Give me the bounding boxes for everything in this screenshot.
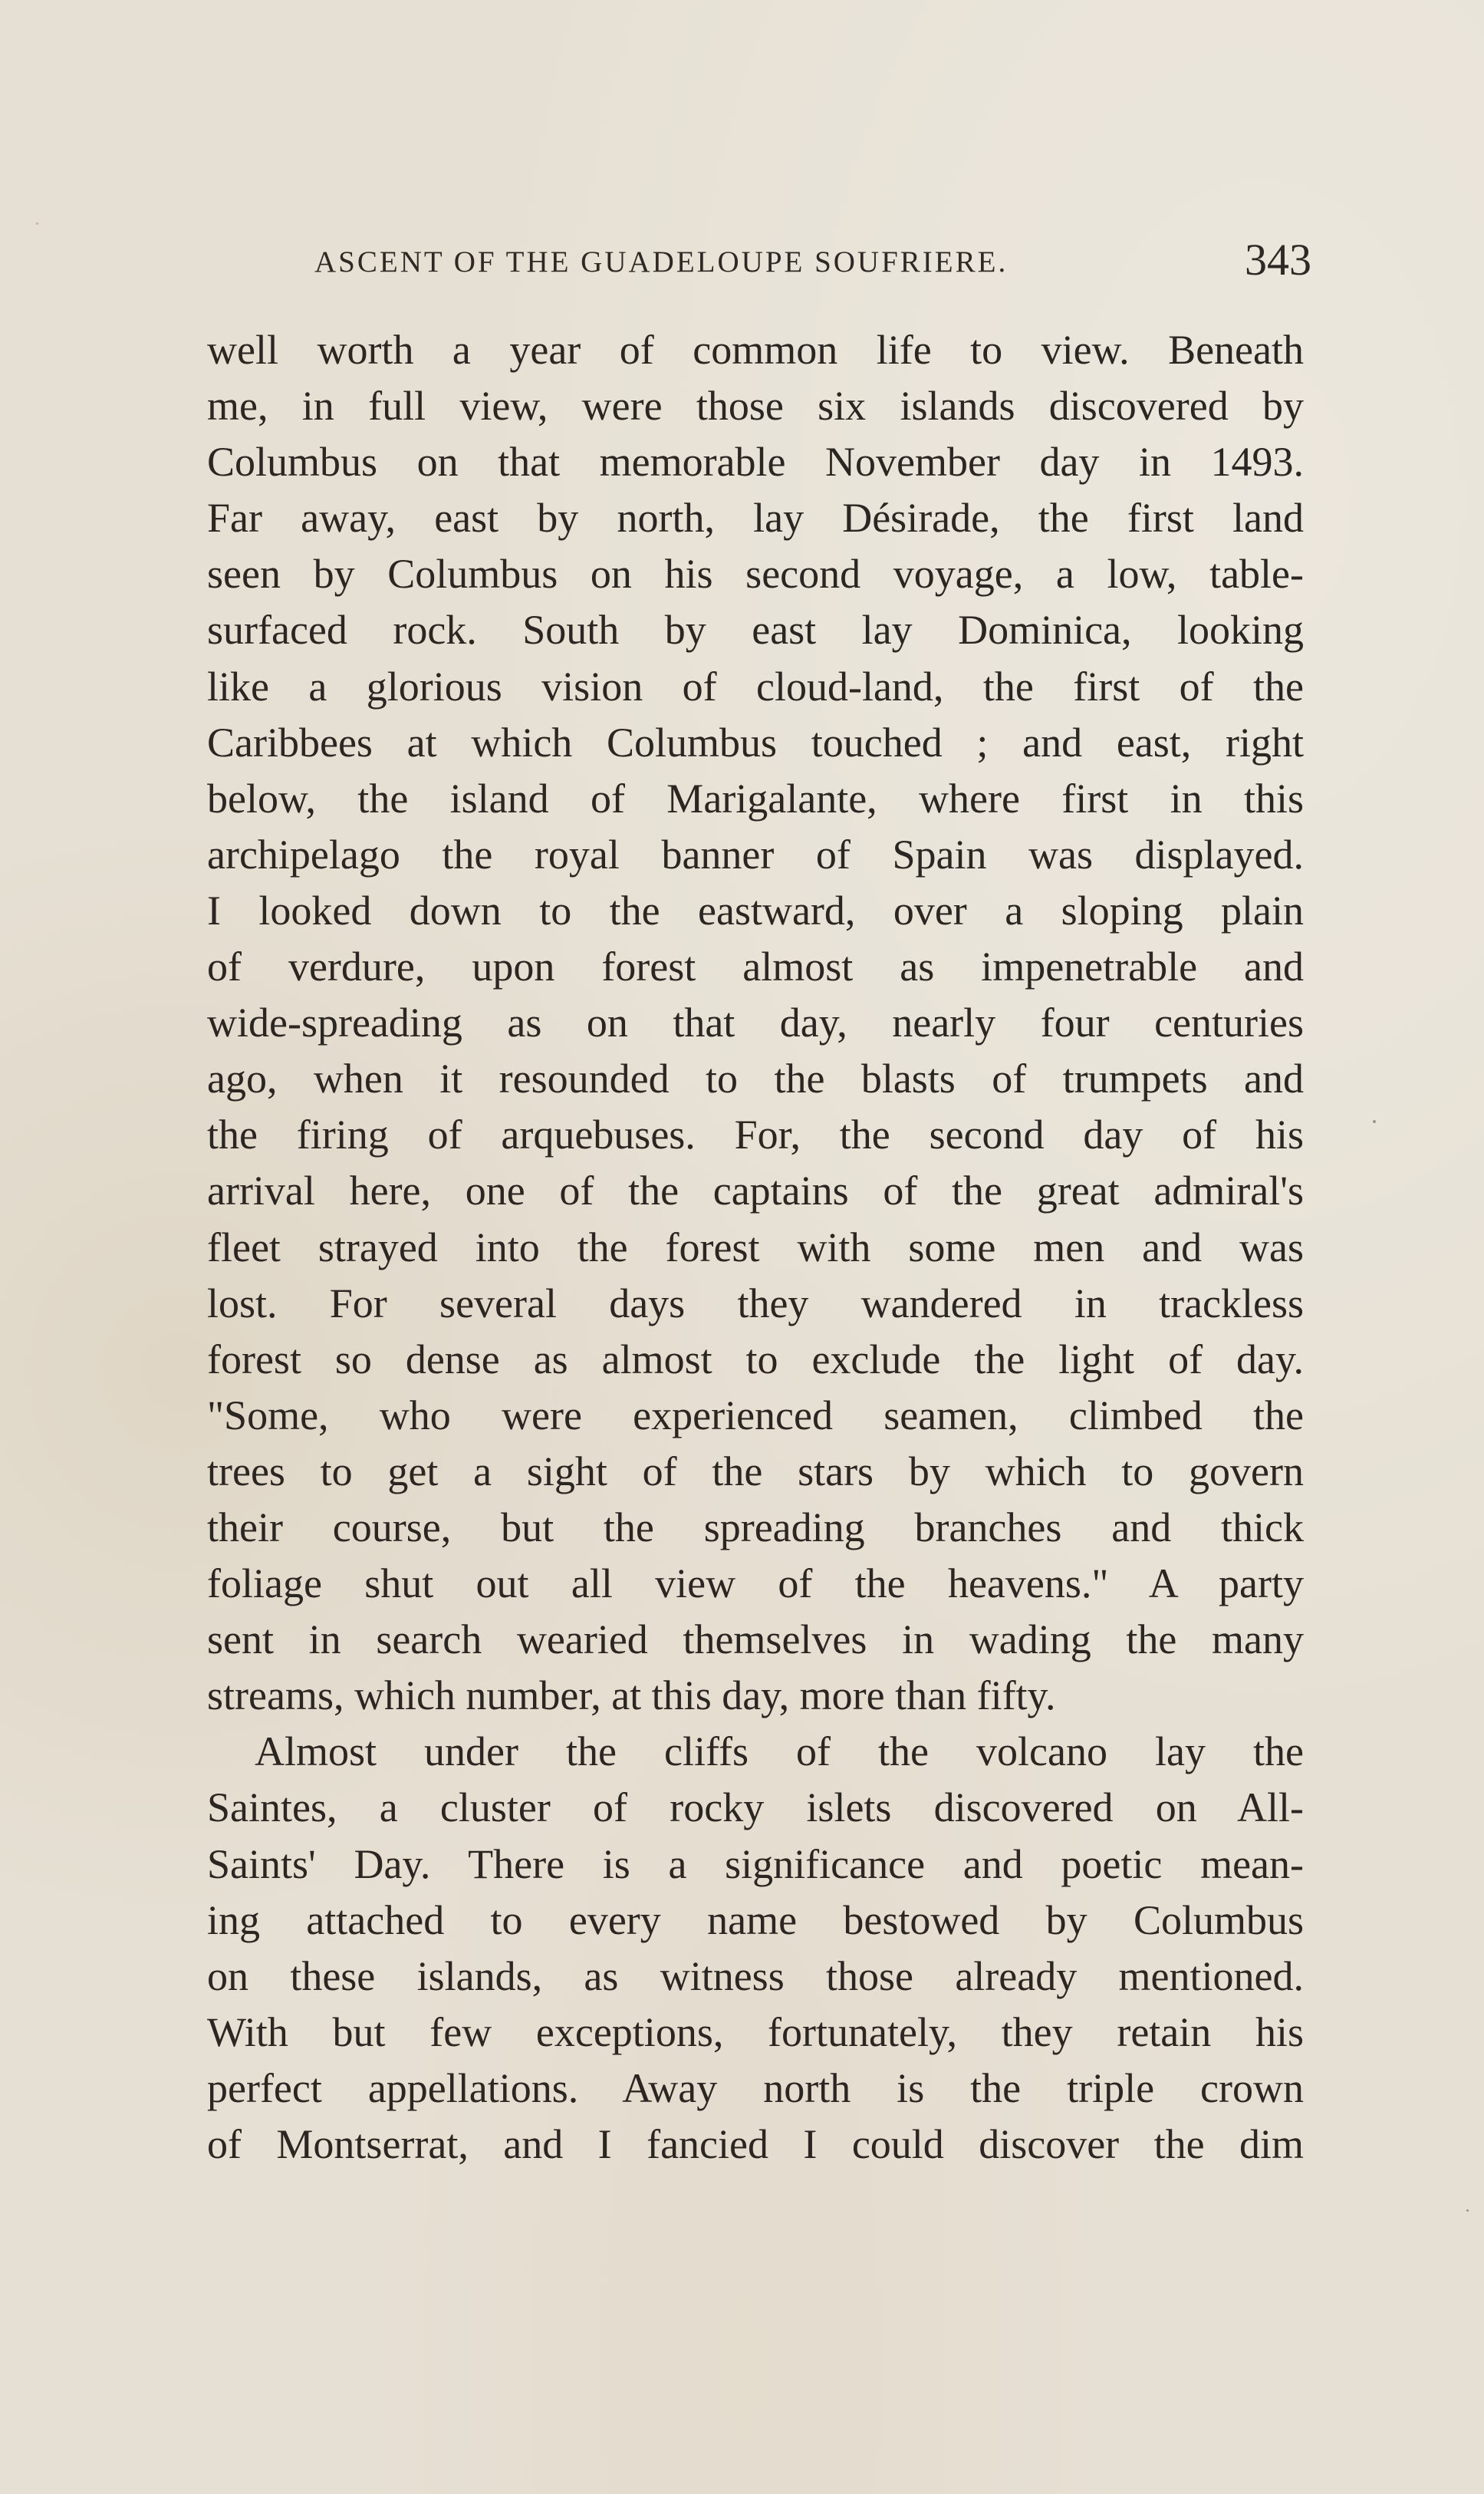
text-line: Columbus on that memorable November day in 1493.	[207, 439, 1304, 486]
text-line: streams, which number, at this day, more than fifty.	[207, 1672, 1056, 1719]
text-line: archipelago the royal banner of Spain was displayed.	[207, 831, 1304, 878]
text-line: ing attached to every name bestowed by Columbus	[207, 1896, 1304, 1943]
text-line: of verdure, upon forest almost as impenetrable and	[207, 944, 1304, 990]
text-line: their course, but the spreading branches and thick	[207, 1504, 1304, 1550]
text-line: foliage shut out all view of the heavens." A party	[207, 1560, 1304, 1607]
paper-speck	[1466, 2209, 1469, 2212]
text-line: surfaced rock. South by east lay Dominica, looking	[207, 607, 1304, 654]
text-line: fleet strayed into the forest with some men and was	[207, 1224, 1304, 1270]
paper-speck	[1373, 1120, 1376, 1123]
text-line: I looked down to the eastward, over a sloping plain	[207, 887, 1304, 934]
running-head	[314, 234, 1311, 295]
text-line: of Montserrat, and I fancied I could discover the dim	[207, 2121, 1304, 2167]
text-line: "Some, who were experienced seamen, climbed the	[207, 1392, 1304, 1438]
text-line: lost. For several days they wandered in trackless	[207, 1280, 1304, 1326]
paper-speck	[36, 222, 38, 225]
text-line: below, the island of Marigalante, where first in this	[207, 775, 1304, 822]
page-number: 343	[1245, 235, 1311, 285]
text-line: arrival here, one of the captains of the great admiral's	[207, 1168, 1304, 1214]
text-line: Caribbees at which Columbus touched ; and east, right	[207, 719, 1304, 766]
text-line: the firing of arquebuses. For, the second day of his	[207, 1112, 1304, 1158]
text-line: me, in full view, were those six islands discovered by	[207, 383, 1304, 430]
body-text	[207, 322, 1304, 2173]
text-line: Saintes, a cluster of rocky islets discovered on All-	[207, 1784, 1304, 1831]
text-line: on these islands, as witness those already mentioned.	[207, 1952, 1304, 1999]
text-line: like a glorious vision of cloud-land, the first of the	[207, 663, 1304, 710]
text-line: sent in search wearied themselves in wading the many	[207, 1616, 1304, 1663]
text-line: Far away, east by north, lay Désirade, the first land	[207, 495, 1304, 542]
text-line: Saints' Day. There is a significance and poetic mean-	[207, 1840, 1304, 1887]
text-line: ago, when it resounded to the blasts of trumpets and	[207, 1056, 1304, 1102]
text-line: wide-spreading as on that day, nearly four centuries	[207, 1000, 1304, 1046]
text-line: well worth a year of common life to view. Beneath	[207, 327, 1304, 373]
text-line: With but few exceptions, fortunately, they retain his	[207, 2008, 1304, 2055]
running-title: ASCENT OF THE GUADELOUPE SOUFRIERE.	[314, 245, 1009, 278]
text-line: Almost under the cliffs of the volcano lay the	[255, 1728, 1304, 1775]
text-line: forest so dense as almost to exclude the light of day.	[207, 1336, 1304, 1382]
text-line: seen by Columbus on his second voyage, a low, table-	[207, 551, 1304, 598]
text-line: trees to get a sight of the stars by which to govern	[207, 1448, 1304, 1494]
text-line: perfect appellations. Away north is the triple crown	[207, 2064, 1304, 2111]
